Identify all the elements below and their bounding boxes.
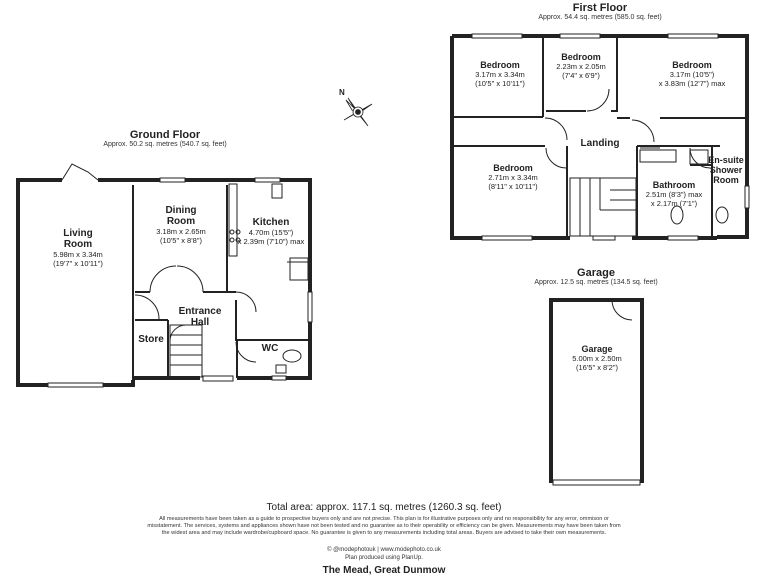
room-dimensions-imperial: (10'5" x 8'8") <box>160 236 202 245</box>
ground-floor-stairs <box>170 325 202 377</box>
room-dimensions: 3.17m (10'5") <box>669 70 715 79</box>
room-dimensions-imperial: (8'11" x 10'11") <box>488 182 538 191</box>
room-living-room <box>32 228 124 268</box>
room-name: Kitchen <box>252 217 290 228</box>
room-dimensions: 5.98m x 3.34m <box>53 250 103 259</box>
room-dining-room <box>140 205 222 245</box>
room-dimensions: 5.00m x 2.50m <box>572 354 622 363</box>
room-entrance-hall <box>170 306 230 328</box>
first-floor-doors <box>545 89 710 168</box>
disclaimer-line-2: misstatement. The services, systems and appliances shown have not been tested and no guarantee as to their operability or efficiency can be given. Measurements may have been taken from <box>147 523 621 529</box>
total-area: Total area: approx. 117.1 sq. metres (1260.3 sq. feet) <box>266 502 502 513</box>
room-name: Landing <box>580 138 620 149</box>
property-address: The Mead, Great Dunmow <box>322 565 446 576</box>
garage-heading <box>516 267 676 286</box>
room-wc <box>255 343 285 354</box>
room-dimensions-imperial: x 2.17m (7'1") <box>650 199 698 208</box>
room-dimensions: 3.18m x 2.65m <box>156 227 206 236</box>
room-name: WC <box>261 343 279 354</box>
room-bedroom-2 <box>548 52 614 80</box>
room-name: Bathroom <box>652 180 696 190</box>
credit-line-1: © @modephotouk | www.modephoto.co.uk <box>327 547 441 553</box>
disclaimer-line-1: All measurements have been taken as a guide to prospective buyers only and are not precise. This plan is for illustrative purposes only and no responsibility for any error, ommison or <box>159 516 609 522</box>
garage-area: Approx. 12.5 sq. metres (134.5 sq. feet) <box>534 279 658 286</box>
room-name: Bedroom <box>672 60 712 70</box>
room-name-line-2: Room <box>63 239 93 250</box>
compass-north-label: N <box>339 88 345 97</box>
room-bedroom-4 <box>468 163 558 191</box>
room-bedroom-3 <box>640 60 744 88</box>
room-dimensions: 2.51m (8'3") max <box>645 190 703 199</box>
first-floor-heading <box>520 2 680 21</box>
room-name: En-suite <box>708 155 744 165</box>
room-name-line-2: Room <box>166 216 196 227</box>
garage-door <box>553 300 640 485</box>
credits <box>0 546 768 562</box>
room-dimensions-imperial: (7'4" x 6'9") <box>562 71 600 80</box>
first-floor-stairs <box>570 178 636 236</box>
garage-title: Garage <box>577 267 615 279</box>
room-name: Garage <box>581 344 613 354</box>
room-landing <box>570 138 630 149</box>
disclaimer <box>100 516 668 537</box>
room-name: Entrance <box>178 306 222 317</box>
first-floor-title: First Floor <box>572 2 628 14</box>
living-room-bay-door <box>62 164 98 180</box>
room-name: Living <box>63 228 93 239</box>
room-name: Bedroom <box>561 52 601 62</box>
room-name: Bedroom <box>480 60 520 70</box>
room-name-line-2: Shower <box>709 165 743 175</box>
disclaimer-line-3: the widest area and may include wardrobe/cupboard space. No guarantee is given to any measurements including total areas. Buyers are advised to take their own measurements. <box>161 530 607 536</box>
room-name: Store <box>138 334 164 345</box>
ground-floor-title: Ground Floor <box>129 129 201 141</box>
room-dimensions-imperial: x 2.39m (7'10") max <box>237 237 305 246</box>
room-name: Bedroom <box>493 163 533 173</box>
first-floor-area: Approx. 54.4 sq. metres (585.0 sq. feet) <box>538 14 662 21</box>
room-store <box>135 334 167 345</box>
compass <box>336 90 380 134</box>
room-dimensions-imperial: x 3.83m (12'7") max <box>658 79 726 88</box>
room-dimensions: 4.70m (15'5") <box>248 228 294 237</box>
garage-walls <box>551 300 642 483</box>
room-kitchen <box>234 217 308 246</box>
room-dimensions-imperial: (16'5" x 8'2") <box>576 363 618 372</box>
credit-line-2: Plan produced using PlanUp. <box>345 555 423 561</box>
room-garage <box>555 344 639 372</box>
room-ensuite <box>704 155 748 185</box>
ground-floor-area: Approx. 50.2 sq. metres (540.7 sq. feet) <box>103 141 227 148</box>
room-dimensions-imperial: (19'7" x 10'11") <box>53 259 103 268</box>
room-name: Dining <box>165 205 197 216</box>
room-bedroom-1 <box>460 60 540 88</box>
room-bathroom <box>640 180 708 208</box>
room-dimensions-imperial: (10'5" x 10'11") <box>475 79 525 88</box>
room-dimensions: 2.23m x 2.05m <box>556 62 606 71</box>
ground-floor-heading <box>85 129 245 148</box>
room-name-line-2: Hall <box>190 317 210 328</box>
room-dimensions: 2.71m x 3.34m <box>488 173 538 182</box>
room-name-line-3: Room <box>713 175 739 185</box>
room-dimensions: 3.17m x 3.34m <box>475 70 525 79</box>
